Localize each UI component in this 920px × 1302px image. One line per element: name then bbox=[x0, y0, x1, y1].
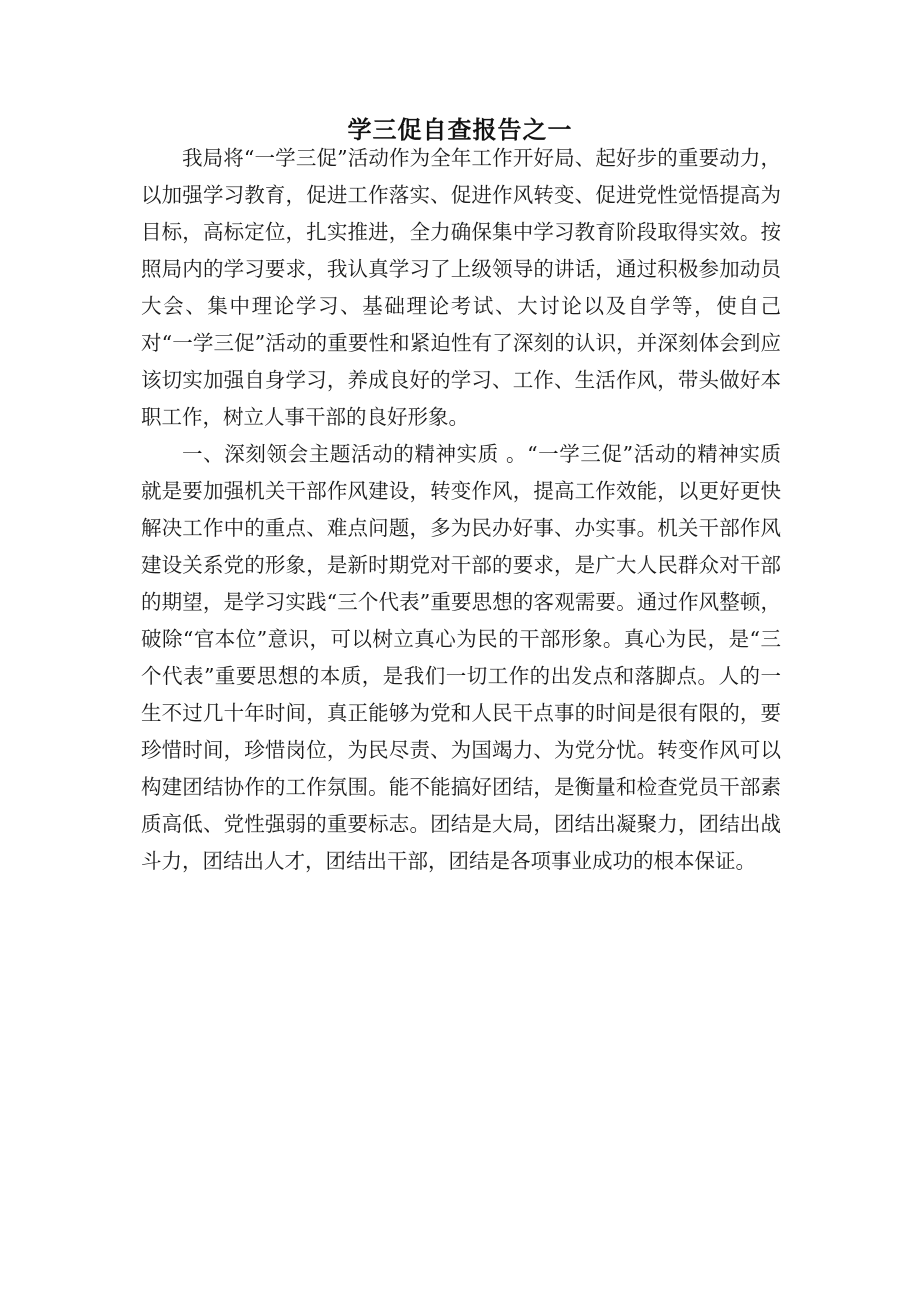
paragraph-section-one: 一、深刻领会主题活动的精神实质 。“一学三促”活动的精神实质就是要加强机关干部作风建设，转变作风，提高工作效能，以更好更快解决工作中的重点、难点问题，多为民办好事、办实事。机关干部作风建设关系党的形象，是新时期党对干部的要求，是广大人民群众对干部的期望，是学习实践“三个代表”重要思想的客观需要。通过作风整顿，破除“官本位”意识，可以树立真心为民的干部形象。真心为民，是“三个代表”重要思想的本质，是我们一切工作的出发点和落脚点。人的一生不过几十年时间，真正能够为党和人民干点事的时间是很有限的，要珍惜时间，珍惜岗位，为民尽责、为国竭力、为党分忧。转变作风可以构建团结协作的工作氛围。能不能搞好团结，是衡量和检查党员干部素质高低、党性强弱的重要标志。团结是大局，团结出凝聚力，团结出战斗力，团结出人才，团结出干部，团结是各项事业成功的根本保证。 bbox=[141, 442, 781, 873]
paragraph-intro: 我局将“一学三促”活动作为全年工作开好局、起好步的重要动力，以加强学习教育，促进工作落实、促进作风转变、促进党性觉悟提高为目标，高标定位，扎实推进，全力确保集中学习教育阶段取得实效。按照局内的学习要求，我认真学习了上级领导的讲话，通过积极参加动员大会、集中理论学习、基础理论考试、大讨论以及自学等，使自己对“一学三促”活动的重要性和紧迫性有了深刻的认识，并深刻体会到应该切实加强自身学习，养成良好的学习、工作、生活作风，带头做好本职工作，树立人事干部的良好形象。 bbox=[141, 146, 781, 429]
document-title: 学三促自查报告之一 bbox=[347, 116, 573, 144]
document-body bbox=[141, 140, 781, 880]
